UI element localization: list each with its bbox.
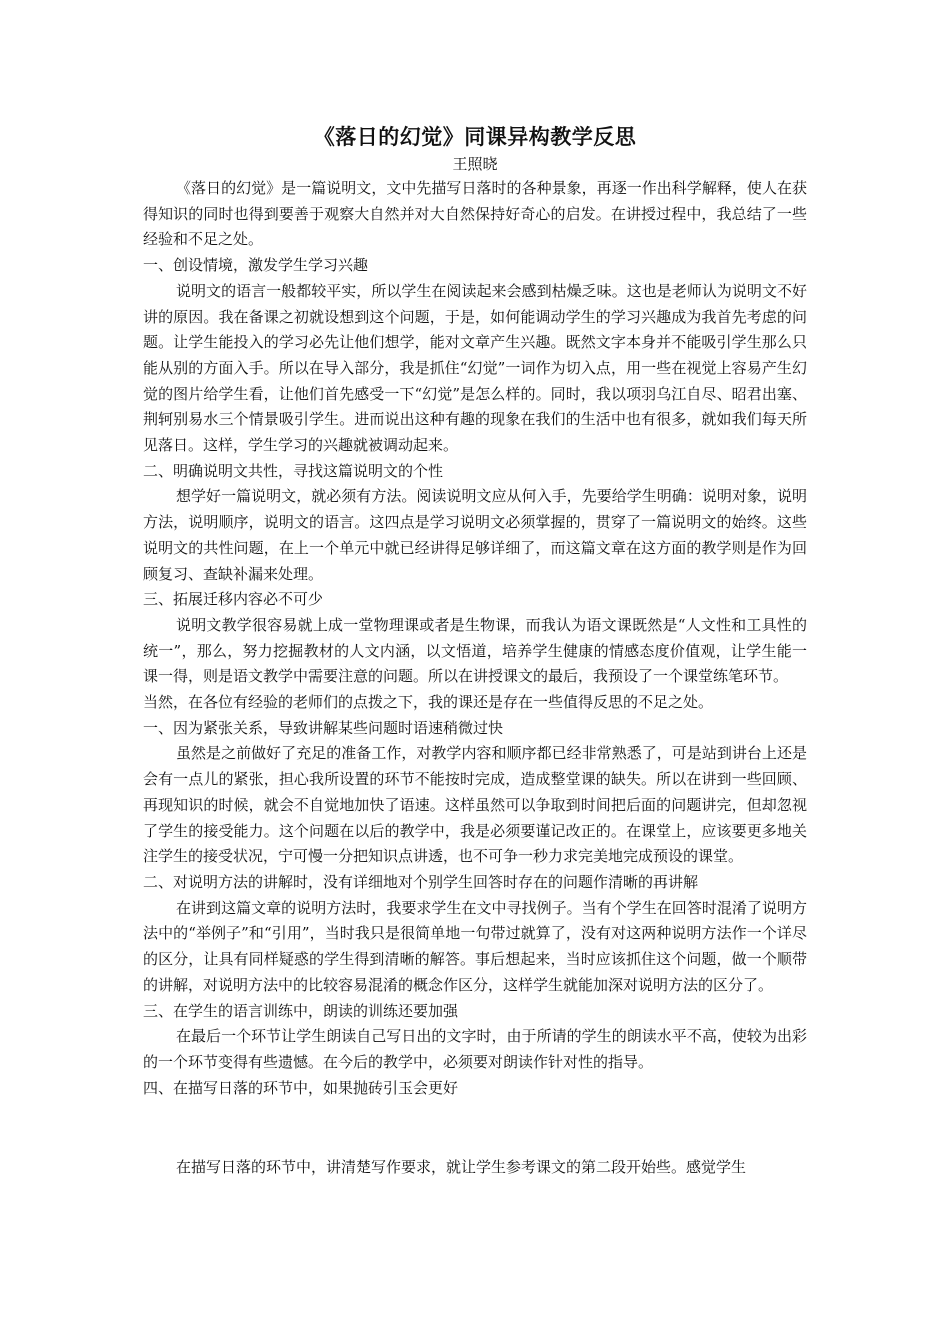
body-paragraph: 虽然是之前做好了充足的准备工作，对教学内容和顺序都已经非常熟悉了，可是站到讲台上还是会有一点儿的紧张，担心我所设置的环节不能按时完成，造成整堂课的缺失。所以在讲到一些回顾、再现知识的时候，就会不自觉地加快了语速。这样虽然可以争取到时间把后面的问题讲完，但却忽视了学生的接受能力。这个问题在以后的教学中，我是必须要谨记改正的。在课堂上，应该要更多地关注学生的接受状况，宁可慢一分把知识点讲透，也不可争一秒力求完美地完成预设的课堂。: [143, 744, 807, 866]
body-paragraph: 在描写日落的环节中，讲清楚写作要求，就让学生参考课文的第二段开始些。感觉学生: [176, 1158, 747, 1177]
document-body: [143, 176, 807, 1181]
body-paragraph: 说明文的语言一般都较平实，所以学生在阅读起来会感到枯燥乏味。这也是老师认为说明文不好讲的原因。我在备课之初就设想到这个问题，于是，如何能调动学生的学习兴趣成为我首先考虑的问题。让学生能投入的学习必先让他们想学，能对文章产生兴趣。既然文字本身并不能吸引学生那么只能从别的方面入手。所以在导入部分，我是抓住“幻觉”一词作为切入点，用一些在视觉上容易产生幻觉的图片给学生看，让他们首先感受一下“幻觉”是怎么样的。同时，我以项羽乌江自尽、昭君出塞、荆轲别易水三个情景吸引学生。进而说出这种有趣的现象在我们的生活中也有很多，就如我们每天所见落日。这样，学生学习的兴趣就被调动起来。: [143, 281, 807, 455]
section-heading: 一、因为紧张关系，导致讲解某些问题时语速稍微过快: [143, 718, 504, 737]
document-page: [143, 122, 807, 1181]
section-heading: 三、拓展迁移内容必不可少: [143, 590, 324, 609]
section-heading: 三、在学生的语言训练中，朗读的训练还要加强: [143, 1001, 459, 1020]
body-paragraph: 想学好一篇说明文，就必须有方法。阅读说明文应从何入手，先要给学生明确：说明对象，说明方法，说明顺序，说明文的语言。这四点是学习说明文必须掌握的，贯穿了一篇说明文的始终。这些说明文的共性问题，在上一个单元中就已经讲得足够详细了，而这篇文章在这方面的教学则是作为回顾复习、查缺补漏来处理。: [143, 487, 807, 583]
paragraph-gap: [143, 1117, 807, 1139]
section-heading: 四、在描写日落的环节中，如果抛砖引玉会更好: [143, 1078, 459, 1097]
body-paragraph: 在最后一个环节让学生朗读自己写日出的文字时，由于所请的学生的朗读水平不高，使较为出彩的一个环节变得有些遗憾。在今后的教学中，必须要对朗读作针对性的指导。: [143, 1027, 807, 1071]
body-paragraph: 在讲到这篇文章的说明方法时，我要求学生在文中寻找例子。当有个学生在回答时混淆了说明方法中的“举例子”和“引用”，当时我只是很简单地一句带过就算了，没有对这两种说明方法作一个详尽的区分，让具有同样疑惑的学生得到清晰的解答。事后想起来，当时应该抓住这个问题，做一个顺带的讲解，对说明方法中的比较容易混淆的概念作区分，这样学生就能加深对说明方法的区分了。: [143, 898, 807, 994]
section-heading: 二、明确说明文共性，寻找这篇说明文的个性: [143, 461, 444, 480]
section-heading: 当然，在各位有经验的老师们的点拨之下，我的课还是存在一些值得反思的不足之处。: [143, 693, 714, 712]
body-paragraph: 《落日的幻觉》是一篇说明文，文中先描写日落时的各种景象，再逐一作出科学解释，使人在获得知识的同时也得到要善于观察大自然并对大自然保持好奇心的启发。在讲授过程中，我总结了一些经验和不足之处。: [143, 179, 807, 249]
section-heading: 一、创设情境，激发学生学习兴趣: [143, 256, 369, 275]
section-heading: 二、对说明方法的讲解时，没有详细地对个别学生回答时存在的问题作清晰的再讲解: [143, 872, 699, 891]
document-title: 《落日的幻觉》同课异构教学反思: [313, 125, 637, 149]
body-paragraph: 说明文教学很容易就上成一堂物理课或者是生物课，而我认为语文课既然是“人文性和工具性的统一”，那么，努力挖掘教材的人文内涵，以文悟道，培养学生健康的情感态度价值观，让学生能一课一得，则是语文教学中需要注意的问题。所以在讲授课文的最后，我预设了一个课堂练笔环节。: [143, 615, 807, 686]
document-author: 王照晓: [452, 155, 498, 173]
